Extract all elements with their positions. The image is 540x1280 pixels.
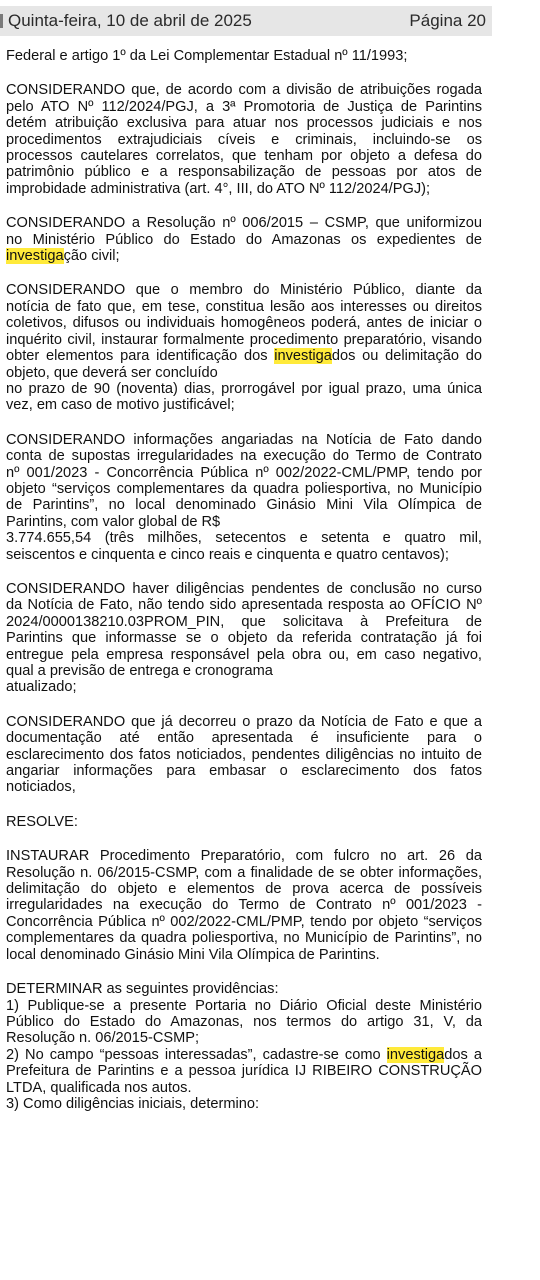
text-segment: seiscentos e cinquenta e cinco reais e cinquenta e quatro centavos);: [6, 546, 449, 563]
text-line: [6, 248, 482, 264]
text-line: [6, 881, 482, 897]
text-segment: CONSIDERANDO que o membro do Ministério Público, diante da: [6, 282, 482, 299]
text-line: [6, 663, 482, 679]
text-segment: 1) Publique-se a presente Portaria no Diário Oficial deste Ministério: [6, 997, 482, 1014]
text-segment: vez, em caso de motivo justificável;: [6, 397, 235, 414]
text-segment: de Parintins”, no local denominado Ginásio Mini Vila Olímpica de: [6, 497, 482, 514]
text-line: [6, 82, 482, 98]
text-line: [6, 647, 482, 663]
text-segment: objeto, que deverá ser concluído: [6, 364, 218, 381]
text-segment: procedimentos extrajudiciais cíveis e criminais, incluindo-se os: [6, 131, 482, 148]
text-segment: Prefeitura de Parintins e a pessoa jurídica IJ RIBEIRO CONSTRUÇÃO: [6, 1063, 482, 1080]
text-segment: LTDA, qualificada nos autos.: [6, 1079, 192, 1096]
text-segment: notícia de fato que, em tese, constitua lesão aos interesses ou direitos: [6, 298, 482, 315]
highlighted-term: investiga: [6, 248, 64, 265]
text-segment: documentação até então apresentada é insuficiente para o: [6, 730, 482, 747]
text-line: [6, 365, 482, 381]
text-segment: Federal e artigo 1º da Lei Complementar Estadual nº 11/1993;: [6, 48, 408, 64]
text-line: [6, 282, 482, 298]
text-segment: no prazo de 90 (noventa) dias, prorrogável por igual prazo, uma única: [6, 380, 482, 397]
text-segment: inquérito civil, instaurar formalmente procedimento preparatório, visando: [6, 331, 482, 348]
text-line: [6, 115, 482, 131]
text-segment: 3.774.655,54 (três milhões, setecentos e setenta e quatro mil,: [6, 530, 482, 547]
text-segment: noticiados,: [6, 779, 76, 796]
text-line: [6, 348, 482, 364]
highlighted-term: investiga: [274, 348, 332, 365]
paragraph: [6, 714, 482, 796]
text-line: [6, 497, 482, 513]
text-segment: patrimônio público e a responsabilização de pessoas por atos de: [6, 164, 482, 181]
text-line: [6, 1096, 482, 1112]
text-line: [6, 332, 482, 348]
text-line: [6, 779, 482, 795]
text-segment: pelo ATO Nº 112/2024/PGJ, a 3ª Promotoria de Justiça de Parintins: [6, 98, 482, 115]
text-line: [6, 547, 482, 563]
text-segment: Resolução n. 06/2015-CSMP;: [6, 1030, 200, 1047]
text-segment: angariar informações para embasar o esclarecimento dos fatos: [6, 763, 482, 780]
text-line: [6, 132, 482, 148]
text-segment: DETERMINAR as seguintes providências:: [6, 981, 279, 998]
text-line: [6, 481, 482, 497]
text-line: [6, 630, 482, 646]
text-line: [6, 897, 482, 913]
text-segment: qual a previsão de entrega e cronograma: [6, 663, 273, 679]
text-line: [6, 981, 482, 997]
text-line: [6, 998, 482, 1014]
header-date: Quinta-feira, 10 de abril de 2025: [8, 11, 252, 30]
text-line: [6, 315, 482, 331]
paragraph: [6, 48, 482, 64]
text-segment: ção civil;: [63, 248, 120, 265]
header-page-number: Página 20: [409, 11, 486, 30]
text-segment: delimitação do objeto e elementos de prova acerca de possíveis: [6, 881, 482, 898]
text-segment: detém atribuição exclusiva para atuar nos processos judiciais e nos: [6, 115, 482, 132]
text-line: [6, 747, 482, 763]
text-segment: INSTAURAR Procedimento Preparatório, com fulcro no art. 26 da: [6, 848, 482, 865]
text-line: [6, 714, 482, 730]
text-line: [6, 1014, 482, 1030]
text-segment: RESOLVE:: [6, 813, 78, 830]
text-line: [6, 514, 482, 530]
text-segment: CONSIDERANDO a Resolução nº 006/2015 – CSMP, que uniformizou: [6, 215, 482, 232]
text-line: [6, 299, 482, 315]
text-segment: objeto “serviços complementares da quadra poliesportiva, no Município: [6, 480, 482, 497]
text-line: [6, 1030, 482, 1046]
highlighted-term: investiga: [386, 1046, 445, 1063]
text-segment: da Notícia de Fato, não tendo sido apresentada resposta ao OFÍCIO Nº: [6, 597, 482, 614]
text-segment: entregue pela empresa responsável pela obra ou, em caso negativo,: [6, 646, 482, 663]
text-line: [6, 914, 482, 930]
text-segment: nº 001/2023 - Concorrência Pública nº 002/2022-CML/PMP, tendo por: [6, 464, 482, 481]
text-line: [6, 148, 482, 164]
text-segment: processos cautelares correlatos, que tenham por objeto a defesa do: [6, 148, 482, 165]
text-line: [6, 164, 482, 180]
text-segment: 2) No campo “pessoas interessadas”, cadastre-se como: [6, 1046, 387, 1063]
text-segment: Público do Estado do Amazonas, nos termos do artigo 31, V, da: [6, 1013, 482, 1030]
text-segment: no Ministério Público do Estado do Amazonas os expedientes de: [6, 231, 482, 248]
text-line: [6, 763, 482, 779]
text-line: [6, 381, 482, 397]
text-segment: Parintins que informasse se o objeto da referida contratação já foi: [6, 630, 482, 647]
text-line: [6, 930, 482, 946]
paragraph: [6, 848, 482, 963]
paragraph: [6, 981, 482, 1112]
text-line: [6, 232, 482, 248]
paragraph: [6, 814, 482, 830]
text-line: [6, 397, 482, 413]
text-segment: dos a: [444, 1046, 482, 1063]
text-segment: conta de supostas irregularidades na execução do Termo de Contrato: [6, 448, 482, 465]
text-line: [6, 1063, 482, 1079]
text-segment: CONSIDERANDO que, de acordo com a divisão de atribuições rogada: [6, 82, 482, 99]
text-line: [6, 865, 482, 881]
text-segment: 2024/0000138210.03PROM_PIN, que solicitava à Prefeitura de: [6, 613, 482, 630]
paragraph: [6, 432, 482, 563]
text-segment: irregularidades na execução do Termo de Contrato nº 001/2023 -: [6, 897, 482, 914]
text-line: [6, 848, 482, 864]
text-line: [6, 1047, 482, 1063]
text-line: [6, 679, 482, 695]
text-line: [6, 581, 482, 597]
text-segment: atualizado;: [6, 679, 77, 696]
text-line: [6, 814, 482, 830]
paragraph: [6, 82, 482, 197]
text-segment: Concorrência Pública nº 002/2022-CML/PMP, tendo por objeto “serviços: [6, 913, 482, 930]
text-line: [6, 1080, 482, 1096]
text-line: [6, 947, 482, 963]
text-segment: complementares da quadra poliesportiva, no Município de Parintins”, no: [6, 930, 482, 947]
page-header: [0, 6, 492, 36]
text-line: [6, 448, 482, 464]
text-segment: 3) Como diligências iniciais, determino:: [6, 1095, 260, 1112]
text-line: [6, 181, 482, 197]
document-body: [6, 48, 482, 1130]
text-segment: CONSIDERANDO que já decorreu o prazo da Notícia de Fato e que a: [6, 713, 482, 730]
paragraph: [6, 215, 482, 264]
paragraph: [6, 282, 482, 413]
text-segment: Resolução n. 06/2015-CSMP, com a finalidade de se obter informações,: [6, 864, 482, 881]
text-segment: CONSIDERANDO informações angariadas na Notícia de Fato dando: [6, 431, 482, 448]
text-line: [6, 215, 482, 231]
text-line: [6, 48, 482, 64]
text-segment: coletivos, difusos ou individuais homogêneos poderá, antes de iniciar o: [6, 315, 482, 332]
text-line: [6, 730, 482, 746]
text-segment: improbidade administrativa (art. 4°, III, do ATO Nº 112/2024/PGJ);: [6, 180, 431, 197]
text-line: [6, 432, 482, 448]
text-line: [6, 465, 482, 481]
text-segment: obter elementos para identificação dos: [6, 348, 275, 365]
text-segment: CONSIDERANDO haver diligências pendentes de conclusão no curso: [6, 580, 482, 597]
text-segment: esclarecimento dos fatos noticiados, pendentes diligências no intuito de: [6, 746, 482, 763]
text-segment: local denominado Ginásio Mini Vila Olímpica de Parintins.: [6, 946, 380, 963]
text-line: [6, 597, 482, 613]
paragraph: [6, 581, 482, 696]
text-segment: dos ou delimitação do: [331, 348, 482, 365]
text-segment: Parintins, com valor global de R$: [6, 513, 221, 530]
text-line: [6, 614, 482, 630]
text-line: [6, 99, 482, 115]
text-line: [6, 530, 482, 546]
